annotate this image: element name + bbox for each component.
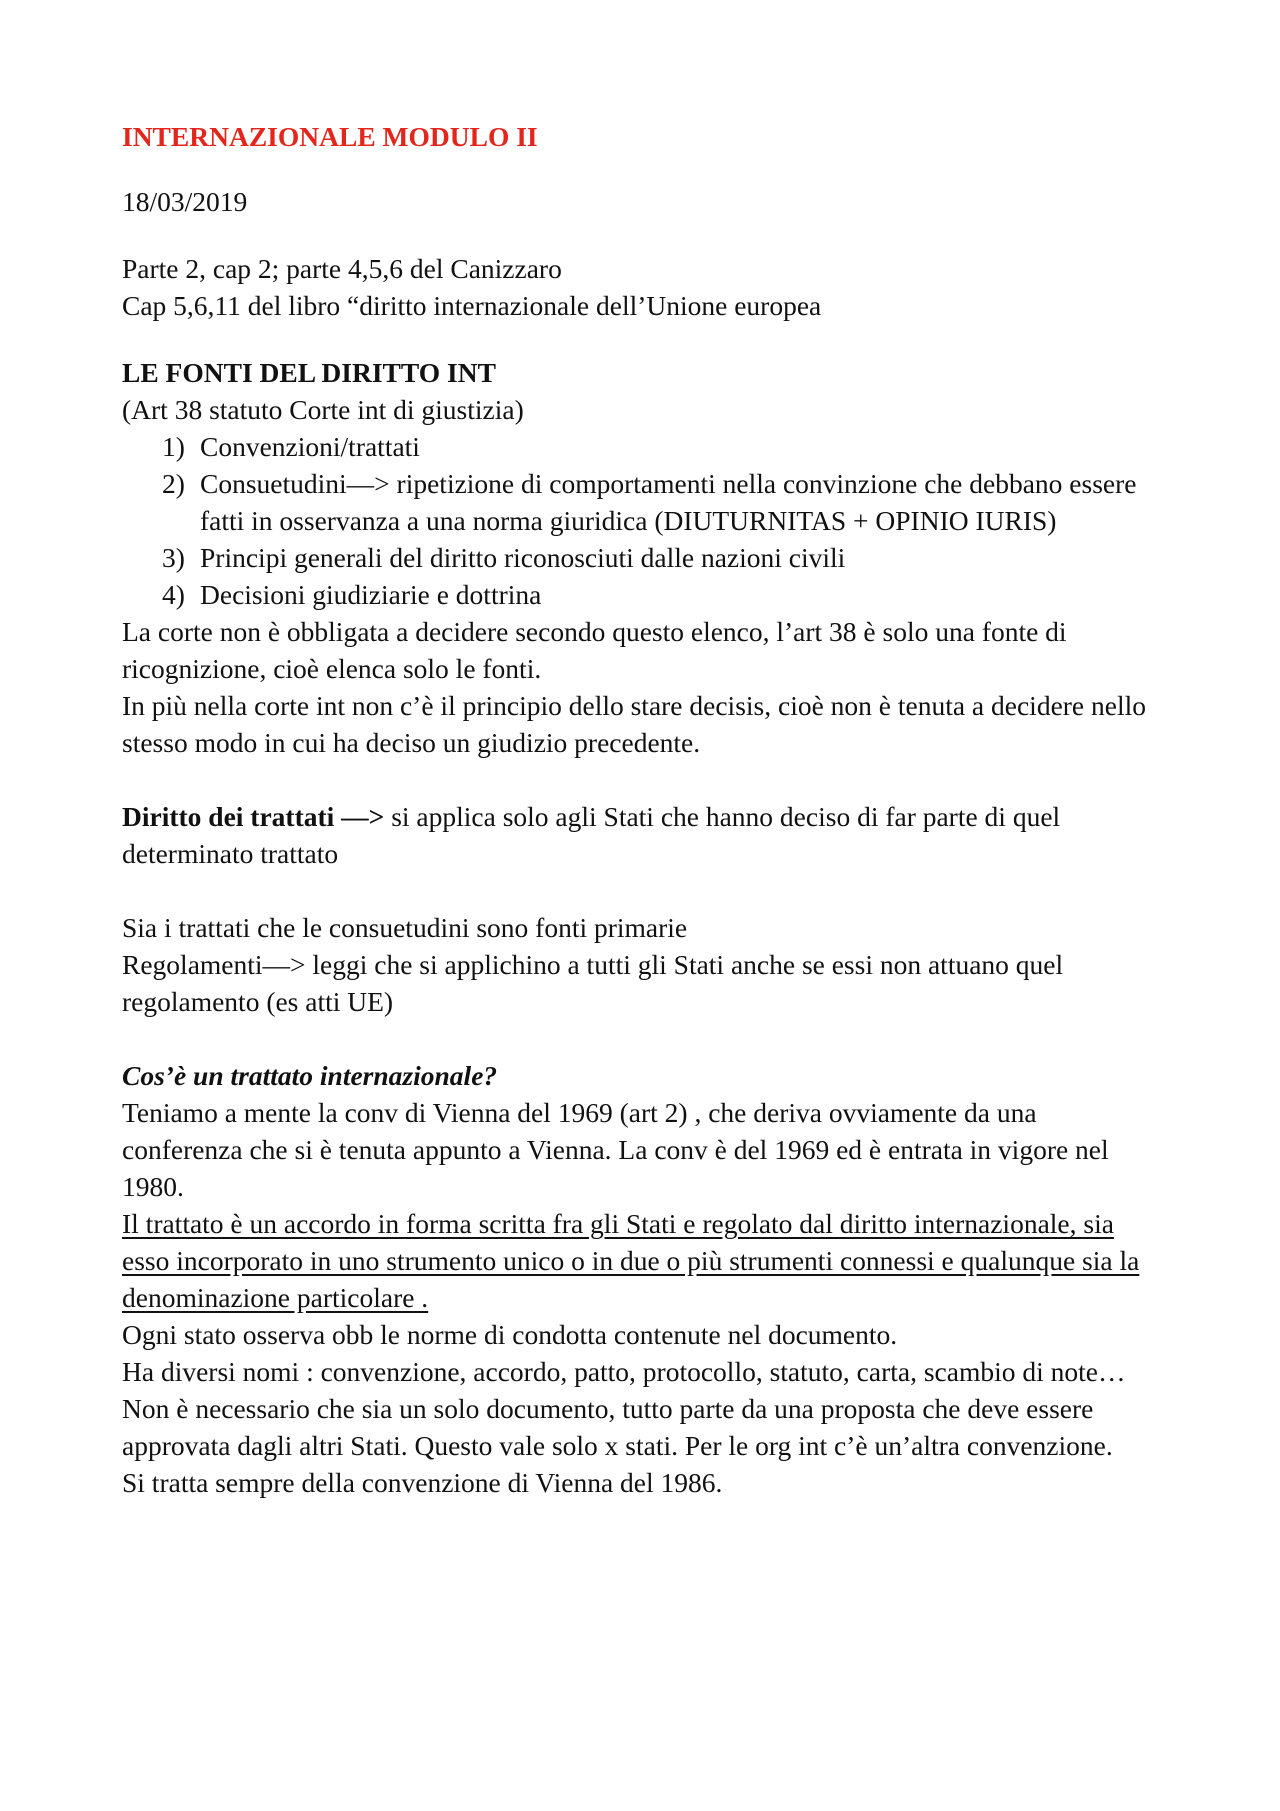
paragraph: Ogni stato osserva obb le norme di condotta contenute nel documento. bbox=[122, 1319, 898, 1350]
spacer bbox=[122, 220, 1160, 250]
list-item-number: 4) bbox=[162, 579, 185, 610]
list-item bbox=[122, 576, 1160, 613]
document-title: INTERNAZIONALE MODULO II bbox=[122, 121, 538, 152]
list-item-text: Consuetudini—> ripetizione di comportamenti nella convinzione che debbano essere fatti in osservanza a una norma giuridica (DIUTURNITAS + OPINIO IURIS) bbox=[200, 468, 1137, 536]
section-heading-trattato: Cos’è un trattato internazionale? bbox=[122, 1060, 498, 1091]
document-date: 18/03/2019 bbox=[122, 186, 248, 217]
list-item-number: 3) bbox=[162, 542, 185, 573]
list-item-text: Principi generali del diritto riconosciuti dalle nazioni civili bbox=[200, 542, 846, 573]
section-subheading: (Art 38 statuto Corte int di giustizia) bbox=[122, 394, 524, 425]
sources-list bbox=[122, 428, 1160, 613]
trattati-label: Diritto dei trattati —> bbox=[122, 801, 385, 832]
paragraph: Teniamo a mente la conv di Vienna del 1969 (art 2) , che deriva ovviamente da una conferenza che si è tenuta appunto a Vienna. La conv è del 1969 ed è entrata in vigore nel 1980. bbox=[122, 1097, 1109, 1202]
list-item bbox=[122, 465, 1160, 539]
list-item-number: 1) bbox=[162, 431, 185, 462]
paragraph: La corte non è obbligata a decidere secondo questo elenco, l’art 38 è solo una fonte di ricognizione, cioè elenca solo le fonti. bbox=[122, 616, 1067, 684]
section-heading-fonti: LE FONTI DEL DIRITTO INT bbox=[122, 357, 496, 388]
paragraph: Ha diversi nomi : convenzione, accordo, patto, protocollo, statuto, carta, scambio di note… bbox=[122, 1356, 1126, 1387]
list-item bbox=[122, 428, 1160, 465]
paragraph: Si tratta sempre della convenzione di Vienna del 1986. bbox=[122, 1467, 723, 1498]
paragraph: Non è necessario che sia un solo documento, tutto parte da una proposta che deve essere approvata dagli altri Stati. Questo vale solo x stati. Per le org int c’è un’altra convenzione. bbox=[122, 1393, 1113, 1461]
trattati-paragraph bbox=[122, 798, 1160, 872]
spacer bbox=[122, 872, 1160, 909]
reference-line: Cap 5,6,11 del libro “diritto internazionale dell’Unione europea bbox=[122, 290, 822, 321]
list-item-text: Convenzioni/trattati bbox=[200, 431, 420, 462]
spacer bbox=[122, 761, 1160, 798]
spacer bbox=[122, 1020, 1160, 1057]
list-item-number: 2) bbox=[162, 468, 185, 499]
paragraph: Regolamenti—> leggi che si applichino a tutti gli Stati anche se essi non attuano quel regolamento (es atti UE) bbox=[122, 949, 1064, 1017]
paragraph: In più nella corte int non c’è il principio dello stare decisis, cioè non è tenuta a decidere nello stesso modo in cui ha deciso un giudizio precedente. bbox=[122, 690, 1146, 758]
definition-paragraph: Il trattato è un accordo in forma scritta fra gli Stati e regolato dal diritto internazionale, sia esso incorporato in uno strumento unico o in due o più strumenti connessi e qualunque sia la denominazione particolare . bbox=[122, 1208, 1140, 1313]
spacer bbox=[122, 324, 1160, 354]
list-item bbox=[122, 539, 1160, 576]
list-item-text: Decisioni giudiziarie e dottrina bbox=[200, 579, 542, 610]
reference-line: Parte 2, cap 2; parte 4,5,6 del Canizzaro bbox=[122, 253, 562, 284]
trattati-text: si applica solo agli Stati che hanno deciso di far parte di quel determinato trattato bbox=[122, 801, 1061, 869]
paragraph: Sia i trattati che le consuetudini sono fonti primarie bbox=[122, 912, 688, 943]
